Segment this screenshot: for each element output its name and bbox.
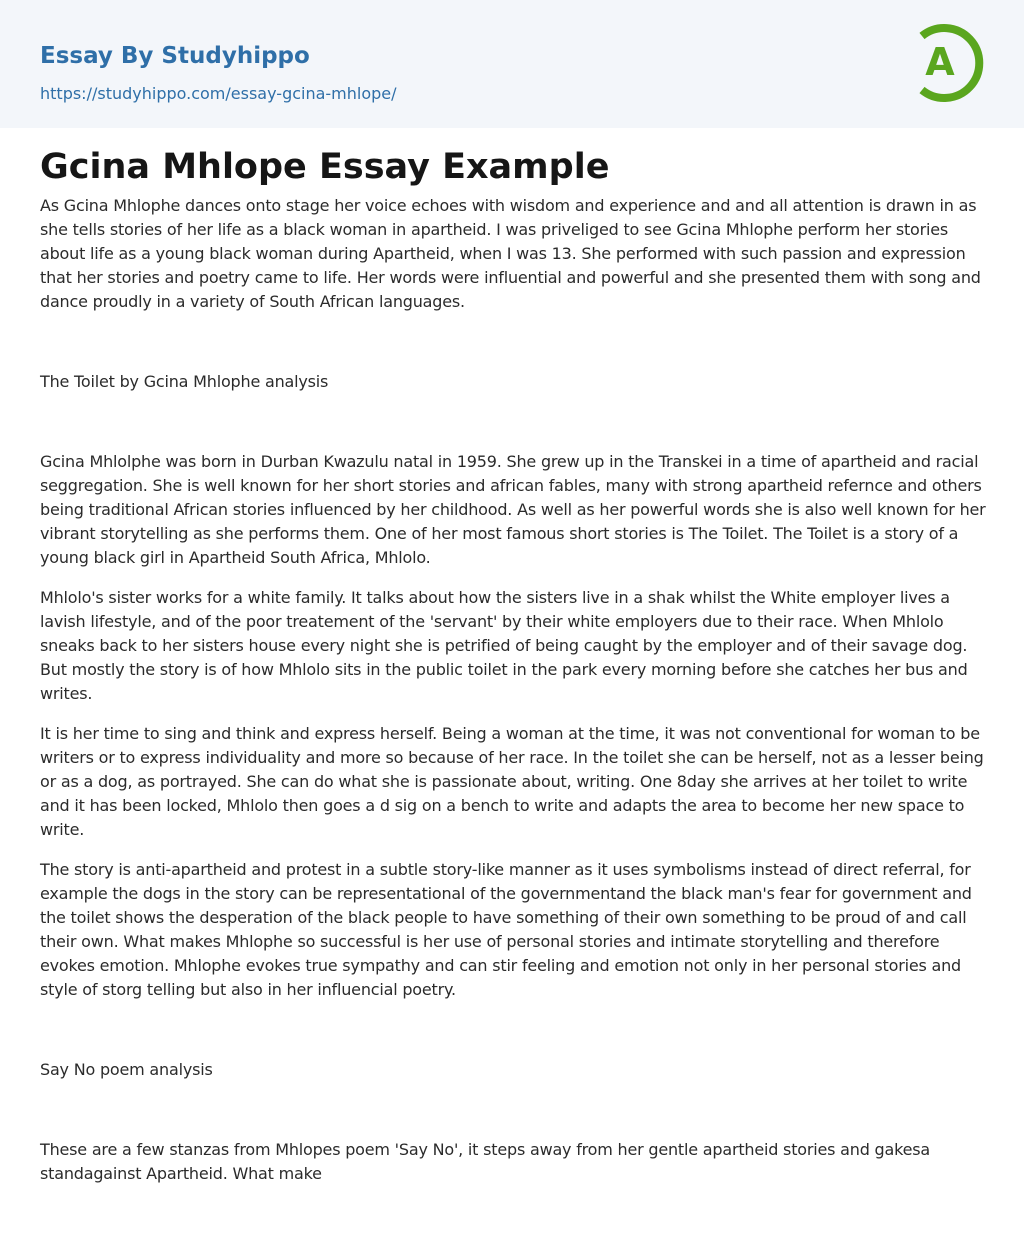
section-heading-say-no: Say No poem analysis [40,1060,213,1079]
paragraph-intro: As Gcina Mhlophe dances onto stage her voice echoes with wisdom and experience and and all attention is drawn in as she tells stories of her life as a black woman in apartheid. I was priveliged to see Gcina Mhlophe perform her stories about life as a young black woman during Apartheid, when I was 13. She performed with such passion and expression that her stories and poetry came to life. Her words were influential and powerful and she presented them with song and dance proudly in a variety of South African languages. [40,196,981,311]
site-header [0,0,1024,128]
paragraph-say-no: These are a few stanzas from Mhlopes poem 'Say No', it steps away from her gentle apartheid stories and gakesa standagainst Apartheid. What make [40,1140,930,1183]
section-heading-the-toilet: The Toilet by Gcina Mhlophe analysis [40,372,329,391]
brand-title[interactable]: Essay By Studyhippo [40,43,310,69]
studyhippo-logo[interactable] [910,18,990,108]
article-body [40,194,988,1186]
paragraph-expression: It is her time to sing and think and express herself. Being a woman at the time, it was not conventional for woman to be writers or to express individuality and more so because of her race. In the toilet she can be herself, not as a lesser being or as a dog, as portrayed. She can do what she is passionate about, writing. One 8day she arrives at her toilet to write and it has been locked, Mhlolo then goes a d sig on a bench to write and adapts the area to become her new space to write. [40,724,984,839]
paragraph-symbolism: The story is anti-apartheid and protest in a subtle story-like manner as it uses symbolisms instead of direct referral, for example the dogs in the story can be representational of the governmentand the black man's fear for government and the toilet shows the desperation of the black people to have something of their own something to be proud of and call their own. What makes Mhlophe so successful is her use of personal stories and intimate storytelling and therefore evokes emotion. Mhlophe evokes true sympathy and can stir feeling and emotion not only in her personal stories and style of storg telling but also in her influencial poetry. [40,860,972,999]
source-url-link[interactable]: https://studyhippo.com/essay-gcina-mhlope/ [40,84,397,103]
paragraph-sister: Mhlolo's sister works for a white family. It talks about how the sisters live in a shak whilst the White employer lives a lavish lifestyle, and of the poor treatement of the 'servant' by their white employers due to their race. When Mhlolo sneaks back to her sisters house every night she is petrified of being caught by the employer and of their savage dog. But mostly the story is of how Mhlolo sits in the public toilet in the park every morning before she catches her bus and writes. [40,588,968,703]
page-title: Gcina Mhlope Essay Example [40,147,610,187]
logo-letter: A [925,40,955,84]
paragraph-biography: Gcina Mhlolphe was born in Durban Kwazulu natal in 1959. She grew up in the Transkei in a time of apartheid and racial seggregation. She is well known for her short stories and african fables, many with strong apartheid refernce and others being traditional African stories influenced by her childhood. As well as her powerful words she is also well known for her vibrant storytelling as she performs them. One of her most famous short stories is The Toilet. The Toilet is a story of a young black girl in Apartheid South Africa, Mhlolo. [40,452,986,567]
